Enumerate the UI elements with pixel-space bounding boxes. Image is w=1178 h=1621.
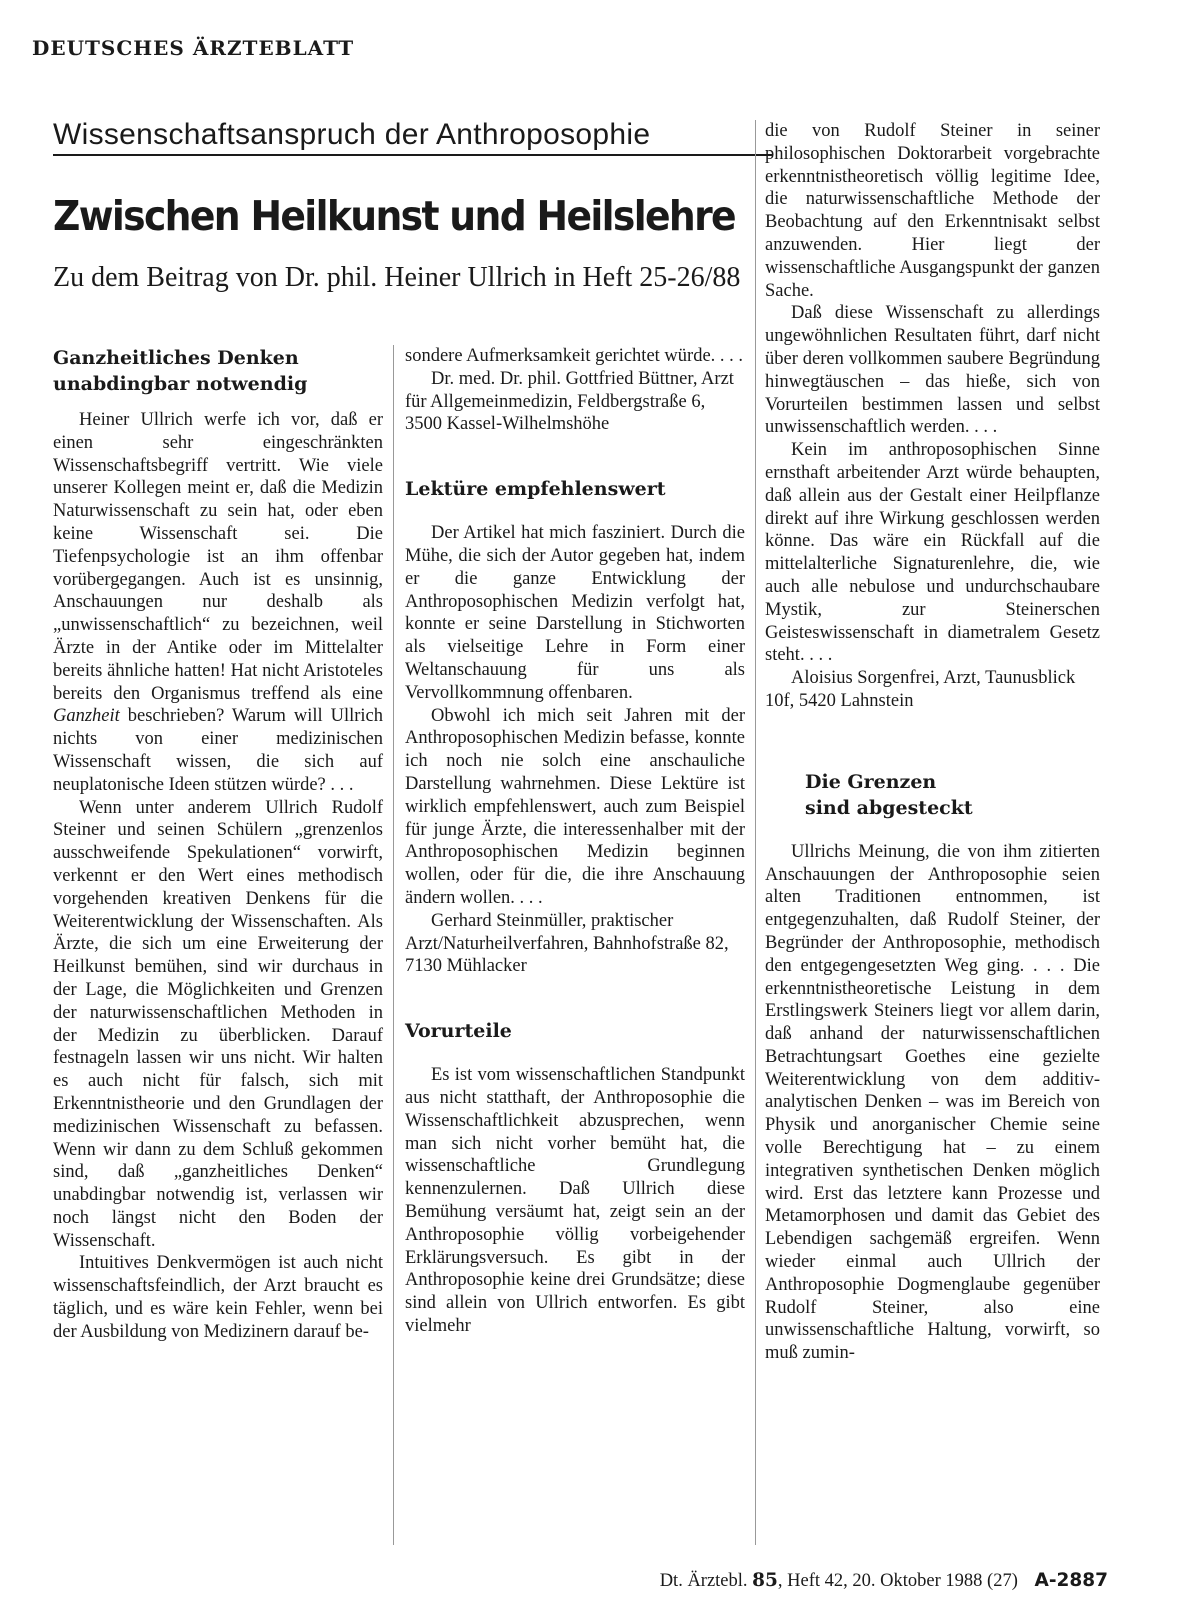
column-rule bbox=[755, 120, 756, 1545]
page-footer bbox=[660, 1570, 1108, 1592]
letter-heading bbox=[53, 345, 383, 397]
headline: Zwischen Heilkunst und Heilslehre bbox=[53, 192, 735, 240]
citation-text: Dt. Ärztebl. bbox=[659, 1571, 748, 1591]
column-1 bbox=[53, 345, 383, 1344]
kicker-title: Wissenschaftsanspruch der Anthroposophie bbox=[53, 118, 773, 156]
emphasis-text: Ganzheit bbox=[53, 706, 120, 727]
column-2 bbox=[405, 345, 745, 1338]
letter-paragraph: Kein im anthroposophischen Sinne ernsthaft arbeitender Arzt würde behaupten, daß allein aus der Gestalt einer Heilpflanze direkt auf ihre Wirkung geschlossen werden könne. Das wäre ein Rückfall auf die mittelalterliche Signaturenlehre, die, wie auch alle nebulose und undurchschaubare Mystik, zur Steinerschen Geisteswissenschaft in diametralem Gesetz steht. . . . bbox=[765, 440, 1100, 666]
letter-paragraph: sondere Aufmerksamkeit gerichtet würde. . . . bbox=[405, 346, 744, 366]
citation-text: , Heft 42, 20. Oktober 1988 (27) bbox=[777, 1571, 1018, 1591]
journal-name: DEUTSCHES ÄRZTEBLATT bbox=[32, 36, 355, 60]
heading-line: sind abgesteckt bbox=[805, 796, 973, 819]
letter-paragraph: Daß diese Wissenschaft zu allerdings ungewöhnlichen Resultaten führt, darf nicht über deren vollkommen saubere Begründung hinwegtäuschen – das hieße, sich von Vorurteilen bestimmen lassen und selbst unwissenschaftlich werden. . . . bbox=[765, 303, 1100, 438]
paragraph-text: beschrieben? Warum will Ullrich nichts von einer medizinischen Wissenschaft wissen, die sich auf neuplatonische Ideen stützen würde? . . . bbox=[53, 706, 383, 795]
letter-signature: Aloisius Sorgenfrei, Arzt, Taunusblick 10f, 5420 Lahnstein bbox=[765, 668, 1076, 711]
heading-line: Die Grenzen bbox=[805, 770, 937, 793]
letter-paragraph: Der Artikel hat mich fasziniert. Durch die Mühe, die sich der Autor gegeben hat, indem er die ganze Entwicklung der Anthroposophischen Medizin verfolgt hat, konnte er seine Darstellung in Stichworten als vielseitige Lehre in Form einer Weltanschauung für uns als Vervollkommnung offenbaren. bbox=[405, 523, 745, 703]
letter-paragraph: Ullrichs Meinung, die von ihm zitierten Anschauungen der Anthroposophie seien alten Traditionen entnommen, ist entgegenzuhalten, daß Rudolf Steiner, der Begründer der Anthroposophie, methodisch den entgegengesetzten Weg ging. . . . Die erkenntnistheoretische Leistung in dem Erstlingswerk Steiners liegt vor allem darin, daß anhand der naturwissenschaftlichen Betrachtungsart Goethes eine gezielte Weiterentwicklung von dem additiv-analytischen Denken – was im Bereich von Physik und anorganischer Chemie seine volle Berechtigung hat – zu einem integrativen synthetischen Denken möglich wird. Erst das letztere kann Prozesse und Metamorphosen und damit das Gebiet des Lebendigen sachgemäß ergreifen. Wenn wieder einmal auch Ullrich der Anthroposophie Dogmenglaube gegenüber Rudolf Steiner, also eine unwissenschaftliche Haltung, vorwirft, so muß zumin- bbox=[765, 841, 1100, 1364]
letter-paragraph: Es ist vom wissenschaftlichen Standpunkt aus nicht statthaft, der Anthroposophie die Wissenschaftlichkeit abzusprechen, wenn man sich nicht vorher bemüht hat, die wissenschaftliche Grundlegung kennenzulernen. Daß Ullrich diese Bemühung versäumt hat, zeigt sein an der Anthroposophie völlig vorbeigehender Erklärungsversuch. Es gibt in der Anthroposophie keine drei Grundsätze; diese sind allein von Ullrich entworfen. Es gibt vielmehr bbox=[405, 1065, 745, 1336]
letter-signature: Gerhard Steinmüller, praktischer Arzt/Naturheilverfahren, Bahnhofstraße 82, 7130 Mühlacker bbox=[405, 910, 729, 977]
heading-line: Ganzheitliches Denken bbox=[53, 347, 299, 369]
column-3 bbox=[765, 120, 1100, 1365]
letter-paragraph: Intuitives Denkvermögen ist auch nicht wissenschaftsfeindlich, der Arzt braucht es täglich, und es wäre kein Fehler, wenn bei der Ausbildung von Medizinern darauf be- bbox=[53, 1253, 383, 1342]
letter-heading bbox=[765, 769, 1100, 821]
letter-heading: Vorurteile bbox=[405, 1020, 512, 1043]
page-number: A-2887 bbox=[1034, 1570, 1108, 1591]
column-rule bbox=[393, 345, 394, 1545]
volume-number: 85 bbox=[752, 1570, 778, 1591]
paragraph-text: Heiner Ullrich werfe ich vor, daß er einen sehr eingeschränkten Wissenschaftsbegriff vertritt. Wie viele unserer Kollegen meint er, daß die Medizin Naturwissenschaft zu sein hat, oder eben keine Wissenschaft sei. Die Tiefenpsychologie ist an ihm offenbar vorübergegangen. Auch ist es unsinnig, Anschauungen nur deshalb als „unwissenschaftlich“ zu bezeichnen, weil Ärzte in der Antike oder im Mittelalter bereits ähnliche hatten! Hat nicht Aristoteles bereits den Organismus treffend als eine bbox=[53, 410, 383, 704]
letter-paragraph bbox=[53, 409, 383, 797]
letter-paragraph: die von Rudolf Steiner in seiner philosophischen Doktorarbeit vorgebrachte erkenntnistheoretisch völlig legitime Idee, die naturwissenschaftliche Methode der Beobachtung auf den Erkenntnisakt selbst anzuwenden. Hier liegt der wissenschaftliche Ausgangspunkt der ganzen Sache. bbox=[765, 121, 1100, 301]
letter-paragraph: Wenn unter anderem Ullrich Rudolf Steiner und seinen Schülern „grenzenlos ausschweifende Spekulationen“ vorwirft, verkennt er den Wert eines methodisch vorgehenden kreativen Denkens für die Weiterentwicklung der Wissenschaften. Als Ärzte, die sich um eine Erweiterung der Heilkunst bemühen, sind wir durchaus in der Lage, die Möglichkeiten und Grenzen der naturwissenschaftlichen Methoden in der Medizin zu überblicken. Darauf festnageln lassen wir uns nicht. Wir halten es auch nicht für falsch, sich mit Erkenntnistheorie und den Grundlagen der medizinischen Wissenschaft zu befassen. Wenn wir dann zu dem Schluß gekommen sind, daß „ganzheitliches Denken“ unabdingbar notwendig ist, verlassen wir noch längst nicht den Boden der Wissenschaft. bbox=[53, 797, 383, 1251]
subheadline: Zu dem Beitrag von Dr. phil. Heiner Ullrich in Heft 25-26/88 bbox=[53, 262, 741, 293]
letter-heading: Lektüre empfehlenswert bbox=[405, 478, 666, 501]
letter-signature: Dr. med. Dr. phil. Gottfried Büttner, Arzt für Allgemeinmedizin, Feldbergstraße 6, 3500 Kassel-Wilhelmshöhe bbox=[405, 368, 734, 435]
heading-line: unabdingbar notwendig bbox=[53, 373, 308, 395]
letter-paragraph: Obwohl ich mich seit Jahren mit der Anthroposophischen Medizin befasse, konnte ich noch nie solch eine anschauliche Darstellung wahrnehmen. Diese Lektüre ist wirklich empfehlenswert, auch zum Beispiel für junge Ärzte, die interessenhalber mit der Anthroposophischen Medizin beginnen wollen, oder für die, die ihre Anschauung ändern wollen. . . . bbox=[405, 705, 745, 908]
